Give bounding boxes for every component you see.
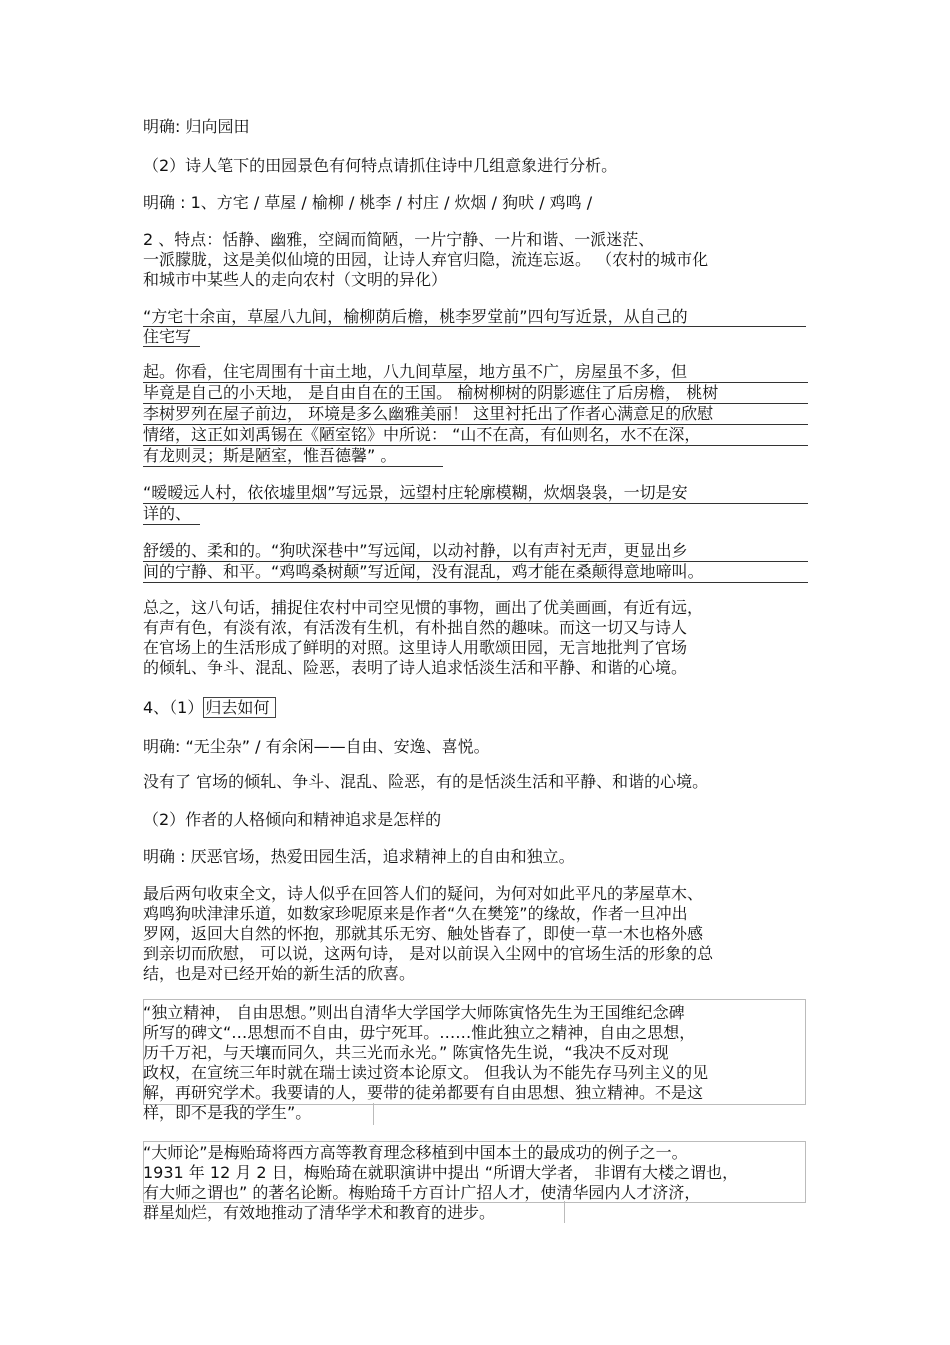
answer-text: 明确 : 厌恶官场，热爱田园生活，追求精神上的自由和独立。: [143, 847, 575, 866]
paragraph-line: 最后两句收束全文，诗人似乎在回答人们的疑问，为何对如此平凡的茅屋草木、: [143, 884, 704, 903]
paragraph-line: 有声有色，有淡有浓，有活泼有生机，有朴拙自然的趣味。而这一切又与诗人: [143, 618, 688, 637]
answer-text: 明确: 归向园田: [143, 117, 250, 136]
underline: [143, 326, 806, 327]
paragraph-line: 结，也是对已经开始的新生活的欣喜。: [143, 964, 416, 983]
paragraph-line: 总之，这八句话，捕捉住农村中司空见惯的事物，画出了优美画画，有近有远，: [143, 598, 704, 617]
paragraph-line: 没有了 官场的倾轧、争斗、混乱、险恶，有的是恬淡生活和平静、和谐的心境。: [143, 772, 709, 791]
independent-spirit-paragraph: [143, 1003, 808, 1123]
paragraph-line: “大师论”是梅贻琦将西方高等教育理念移植到中国本土的最成功的例子之一。: [143, 1143, 688, 1162]
answer-4-1-explain: [143, 772, 808, 792]
paragraph-line: 间的宁静、和平。“鸡鸣桑树颠”写近闻，没有混乱，鸡才能在桑颠得意地啼叫。: [143, 562, 808, 583]
paragraph-line: 鸡鸣狗吠津津乐道，如数家珍呢原来是作者“久在樊笼”的缘故，作者一旦冲出: [143, 904, 688, 923]
boxed-phrase: 归去如何: [203, 697, 276, 718]
question-text: （2）作者的人格倾向和精神追求是怎样的: [143, 810, 442, 829]
paragraph-line: 的倾轧、争斗、混乱、险恶，表明了诗人追求恬淡生活和平静、和谐的心境。: [143, 658, 688, 677]
paragraph-line: “方宅十余亩，草屋八九间，榆柳荫后檐，桃李罗堂前”四句写近景，从自己的: [143, 307, 688, 326]
paragraph-line: 所写的碑文“…思想而不自由，毋宁死耳。……惟此独立之精神，自由之思想，: [143, 1023, 696, 1042]
answer-4-1: [143, 737, 808, 757]
paragraph-line: 在官场上的生活形成了鲜明的对照。这里诗人用歌颂田园，无言地批判了官场: [143, 638, 688, 657]
paragraph-line: 李树罗列在屋子前边， 环境是多么幽雅美丽！ 这里衬托出了作者心满意足的欣慰: [143, 404, 808, 425]
paragraph-line: 有大师之谓也” 的著名论断。梅贻琦千方百计广招人才，使清华园内人才济济，: [143, 1183, 701, 1202]
paragraph-line: 1931 年 12 月 2 日，梅贻琦在就职演讲中提出 “所谓大学者， 非谓有大楼之谓也，: [143, 1163, 739, 1182]
underline: [143, 346, 200, 347]
paragraph-line: 住宅写: [143, 327, 192, 346]
question-number: 4、（1）: [143, 698, 204, 717]
paragraph-line: 2 、特点：恬静、幽雅，空阔而简陋，一片宁静、一片和谐、一派迷茫、: [143, 230, 655, 249]
question-text: （2）诗人笔下的田园景色有何特点请抓住诗中几组意象进行分析。: [143, 156, 618, 175]
paragraph-line: 一派朦胧，这是美似仙境的田园，让诗人弃官归隐，流连忘返。 （农村的城市化: [143, 250, 709, 269]
question-4: [143, 698, 808, 718]
paragraph-line: “独立精神， 自由思想。”则出自清华大学国学大师陈寅恪先生为王国维纪念碑: [143, 1003, 685, 1022]
summary-paragraph: [143, 598, 808, 678]
paragraph-line: “暧暧远人村，依依墟里烟”写远景，远望村庄轮廓模糊，炊烟袅袅，一切是安: [143, 483, 808, 504]
paragraph-line: 毕竟是自己的小天地， 是自由自在的王国。 榆树柳树的阴影遮住了后房檐， 桃树: [143, 383, 808, 404]
answer-text: 明确: “无尘杂” / 有余闲——自由、安逸、喜悦。: [143, 737, 490, 756]
paragraph-line: 到亲切而欣慰， 可以说，这两句诗， 是对以前误入尘网中的官场生活的形象的总: [143, 944, 714, 963]
far-view-paragraph: [143, 483, 808, 525]
paragraph-line: 政权，在宣统三年时就在瑞士读过资本论原文。 但我认为不能先存马列主义的见: [143, 1063, 709, 1082]
paragraph-line: 情绪，这正如刘禹锡在《陋室铭》中所说： “山不在高，有仙则名，水不在深，: [143, 425, 808, 446]
underlined-commentary: [143, 362, 808, 467]
answer-4-2: [143, 847, 808, 867]
question-4-2: [143, 810, 808, 830]
paragraph-line: 舒缓的、柔和的。“狗吠深巷中”写远闻，以动衬静，以有声衬无声，更显出乡: [143, 541, 808, 562]
feature-paragraph: [143, 230, 808, 290]
answer-text: 明确 : 1、方宅 / 草屋 / 榆柳 / 桃李 / 村庄 / 炊烟 / 狗吠 / 鸡鸣 /: [143, 193, 593, 212]
closing-paragraph: [143, 884, 808, 984]
master-theory-paragraph: [143, 1143, 808, 1223]
paragraph-line: 起。你看，住宅周围有十亩土地，八九间草屋，地方虽不广，房屋虽不多，但: [143, 362, 808, 383]
paragraph-line: 有龙则灵；斯是陋室，惟吾德馨” 。: [143, 446, 443, 467]
question-2: [143, 156, 808, 176]
paragraph-line: 样，即不是我的学生”。: [143, 1103, 312, 1122]
answer-imagery-list: [143, 193, 808, 213]
answer-line-1: [143, 117, 808, 137]
paragraph-line: 和城市中某些人的走向农村（文明的异化）: [143, 270, 448, 289]
sound-paragraph: [143, 541, 808, 583]
paragraph-line: 详的、: [143, 504, 200, 525]
paragraph-line: 历千万祀，与天壤而同久，共三光而永光。” 陈寅恪先生说，“我决不反对现: [143, 1043, 669, 1062]
near-view-paragraph: [143, 307, 808, 347]
paragraph-line: 解，再研究学术。我要请的人，要带的徒弟都要有自由思想、独立精神。不是这: [143, 1083, 704, 1102]
paragraph-line: 罗网，返回大自然的怀抱，那就其乐无穷、触处皆春了，即使一草一木也格外感: [143, 924, 704, 943]
paragraph-line: 群星灿烂，有效地推动了清华学术和教育的进步。: [143, 1203, 496, 1222]
question-line: [143, 698, 808, 718]
